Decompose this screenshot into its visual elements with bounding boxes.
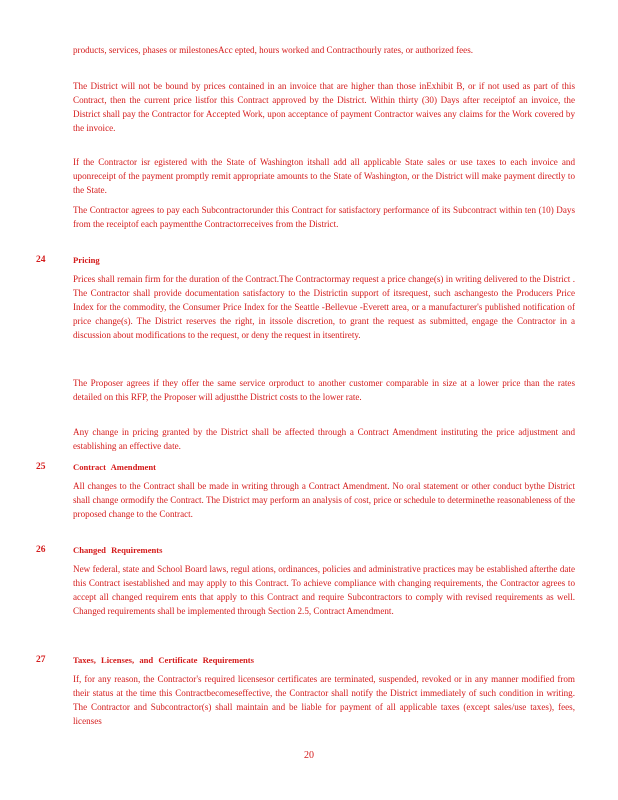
paragraph-invoice-contents: products, services, phases or milestonesAcc epted, hours worked and Contracthourly rates, or authorized fees. xyxy=(73,45,474,55)
page-number: 20 xyxy=(304,750,314,761)
paragraph-price-amendment: Any change in pricing granted by the District shall be affected through a Contract Amendment instituting the price adjustment and establishing an effective date. xyxy=(73,427,575,452)
paragraph-contract-changes: All changes to the Contract shall be made in writing through a Contract Amendment. No oral statement or other conduct bythe District shall change ormodify the Contract. The District may perform an analysis of cost, price or schedule to determinethe reasonableness of the proposed change to the Contract. xyxy=(73,481,575,520)
paragraph-licenses-taxes: If, for any reason, the Contractor's required licensesor certificates are terminated, suspended, revoked or in any manner modified from their status at the time this Contractbecomeseffective, the Contractor shall notify the District immediately of such condition in writing. The Contractor and Subcontractor(s) shall maintain and be liable for payment of all applicable taxes (except sales/use taxes), fees, licenses xyxy=(73,674,575,727)
paragraph-lower-price: The Proposer agrees if they offer the same service orproduct to another customer comparable in size at a lower price than the rates detailed on this RFP, the Proposer will adjustthe District costs to the lower rate. xyxy=(73,378,575,403)
paragraph-changed-requirements: New federal, state and School Board laws, regul ations, ordinances, policies and administrative practices may be established afterthe date this Contract isestablished and may apply to this Contract. To achieve compliance with changing requirements, the Contractor agrees to accept all changed requirem ents that apply to this Contract and require Subcontractors to comply with revised requirements as well. Changed requirements shall be implemented through Section 2.5, Contract Amendment. xyxy=(73,564,575,617)
section-number: 25 xyxy=(36,462,46,472)
section-heading: Pricing xyxy=(73,255,100,265)
section-heading: Changed Requirements xyxy=(73,545,163,555)
paragraph-price-change: Prices shall remain firm for the duration of the Contract.The Contractormay request a price change(s) in writing delivered to the District . The Contractor shall provide documentation satisfactory to the Districtin support of itsrequest, such aschangesto the Producers Price Index for the commodity, the Consumer Price Index for the Seattle -Bellevue -Everett area, or a manufacturer's published notification of price change(s). The District reserves the right, in itssole discretion, to grant the request as submitted, engage the Contractor in a discussion about modifications to the request, or deny the request in itsentirety. xyxy=(73,274,575,341)
paragraph-sales-tax: If the Contractor isr egistered with the State of Washington itshall add all applicable State sales or use taxes to each invoice and uponreceipt of the payment promptly remit appropriate amounts to the State of Washington, or the District will make payment directly to the State. xyxy=(73,157,575,196)
paragraph-subcontractor-payment: The Contractor agrees to pay each Subcontractorunder this Contract for satisfactory performance of its Subcontract within ten (10) Days from the receiptof each paymentthe Contractorreceives from the District. xyxy=(73,205,575,230)
section-number: 26 xyxy=(36,545,46,555)
section-number: 27 xyxy=(36,655,46,665)
section-number: 24 xyxy=(36,255,46,265)
section-heading: Contract Amendment xyxy=(73,462,156,472)
paragraph-invoice-prices: The District will not be bound by prices contained in an invoice that are higher than those inExhibit B, or if not used as part of this Contract, then the current price listfor this Contract approved by the District. Within thirty (30) Days after receiptof an invoice, the District shall pay the Contractor for Accepted Work, upon acceptance of payment Contractor waives any claims for the Work covered by the invoice. xyxy=(73,81,575,134)
section-heading: Taxes, Licenses, and Certificate Requirements xyxy=(73,655,254,665)
